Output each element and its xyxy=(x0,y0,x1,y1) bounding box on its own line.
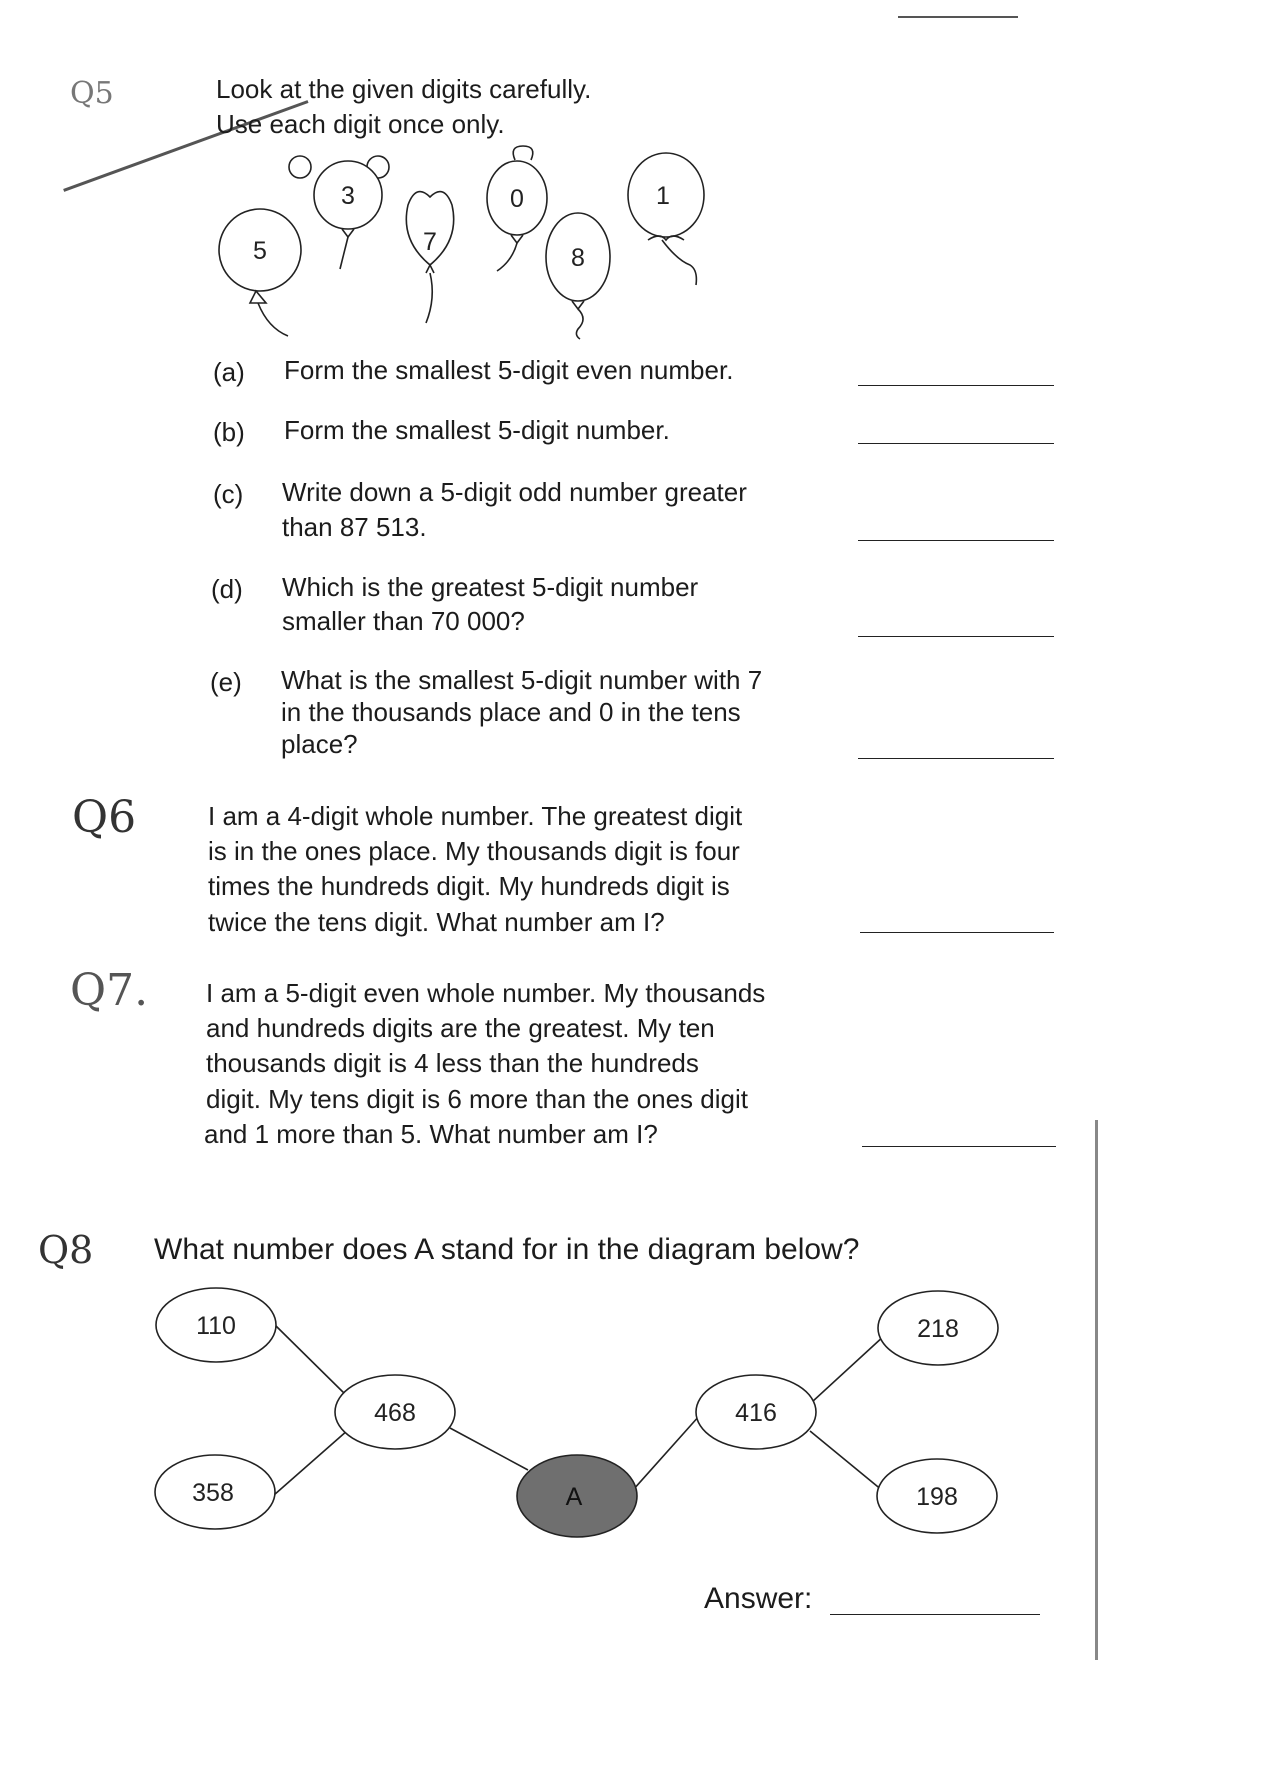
q5b-label: (b) xyxy=(213,417,245,447)
q5d-text-line-2: smaller than 70 000? xyxy=(282,606,525,636)
q6-answer-blank[interactable] xyxy=(860,932,1054,933)
digit-balloons-illustration xyxy=(200,145,740,345)
q5c-answer-blank[interactable] xyxy=(858,540,1054,541)
q7-text-line-2: and hundreds digits are the greatest. My ten xyxy=(206,1013,715,1043)
q8-question: What number does A stand for in the diagram below? xyxy=(154,1233,860,1266)
q7-text-line-1: I am a 5-digit even whole number. My thousands xyxy=(206,978,766,1008)
node-A-label: A xyxy=(565,1483,583,1511)
q5e-label: (e) xyxy=(210,667,242,697)
q5d-label: (d) xyxy=(211,574,243,604)
balloon-digit-1: 1 xyxy=(656,182,670,210)
q8-answer-blank[interactable] xyxy=(830,1614,1040,1615)
node-468-label: 468 xyxy=(374,1399,416,1427)
node-198-label: 198 xyxy=(916,1483,958,1511)
q7-text-line-4: digit. My tens digit is 6 more than the ones digit xyxy=(206,1084,748,1114)
q5c-label: (c) xyxy=(213,479,244,509)
q7-text-line-3: thousands digit is 4 less than the hundreds xyxy=(206,1048,699,1078)
q6-text-line-2: is in the ones place. My thousands digit is four xyxy=(208,836,740,866)
balloon-digit-8: 8 xyxy=(571,244,585,272)
q6-text-line-3: times the hundreds digit. My hundreds digit is xyxy=(208,871,730,901)
q6-text-line-4: twice the tens digit. What number am I? xyxy=(208,907,665,937)
q5-intro-line-1: Look at the given digits carefully. xyxy=(216,74,592,104)
balloon-digit-5: 5 xyxy=(253,237,267,265)
node-358-label: 358 xyxy=(192,1479,234,1507)
q7-number: Q7. xyxy=(70,965,149,1016)
q5d-answer-blank[interactable] xyxy=(858,636,1054,637)
node-110-label: 110 xyxy=(196,1312,236,1340)
q7-text-line-5: and 1 more than 5. What number am I? xyxy=(204,1119,658,1149)
q5b-text: Form the smallest 5-digit number. xyxy=(284,415,670,445)
node-416-label: 416 xyxy=(735,1399,777,1427)
q5a-text: Form the smallest 5-digit even number. xyxy=(284,355,734,385)
balloon-digit-7: 7 xyxy=(423,228,437,256)
q5e-text-line-3: place? xyxy=(281,729,358,759)
q5a-label: (a) xyxy=(213,357,245,387)
q6-number: Q6 xyxy=(72,792,137,843)
q5d-text-line-1: Which is the greatest 5-digit number xyxy=(282,572,699,602)
balloon-digit-0: 0 xyxy=(510,185,524,213)
q7-answer-blank[interactable] xyxy=(862,1146,1056,1147)
node-218-label: 218 xyxy=(917,1315,959,1343)
q5c-text-line-1: Write down a 5-digit odd number greater xyxy=(282,477,747,507)
q5e-answer-blank[interactable] xyxy=(858,758,1054,759)
q6-text-line-1: I am a 4-digit whole number. The greatest digit xyxy=(208,801,743,831)
q5b-answer-blank[interactable] xyxy=(858,443,1054,444)
q8-number: Q8 xyxy=(38,1228,94,1272)
q5a-answer-blank[interactable] xyxy=(858,385,1054,386)
q5e-text-line-1: What is the smallest 5-digit number with 7 xyxy=(281,665,763,695)
q5-number-scribble: Q5 xyxy=(70,76,114,111)
q5e-text-line-2: in the thousands place and 0 in the tens xyxy=(281,697,741,727)
q8-answer-label: Answer: xyxy=(704,1582,813,1615)
q5c-text-line-2: than 87 513. xyxy=(282,512,427,542)
q5-intro-line-2: Use each digit once only. xyxy=(216,109,505,139)
balloon-digit-3: 3 xyxy=(341,182,355,210)
q8-number-diagram xyxy=(150,1285,1020,1555)
